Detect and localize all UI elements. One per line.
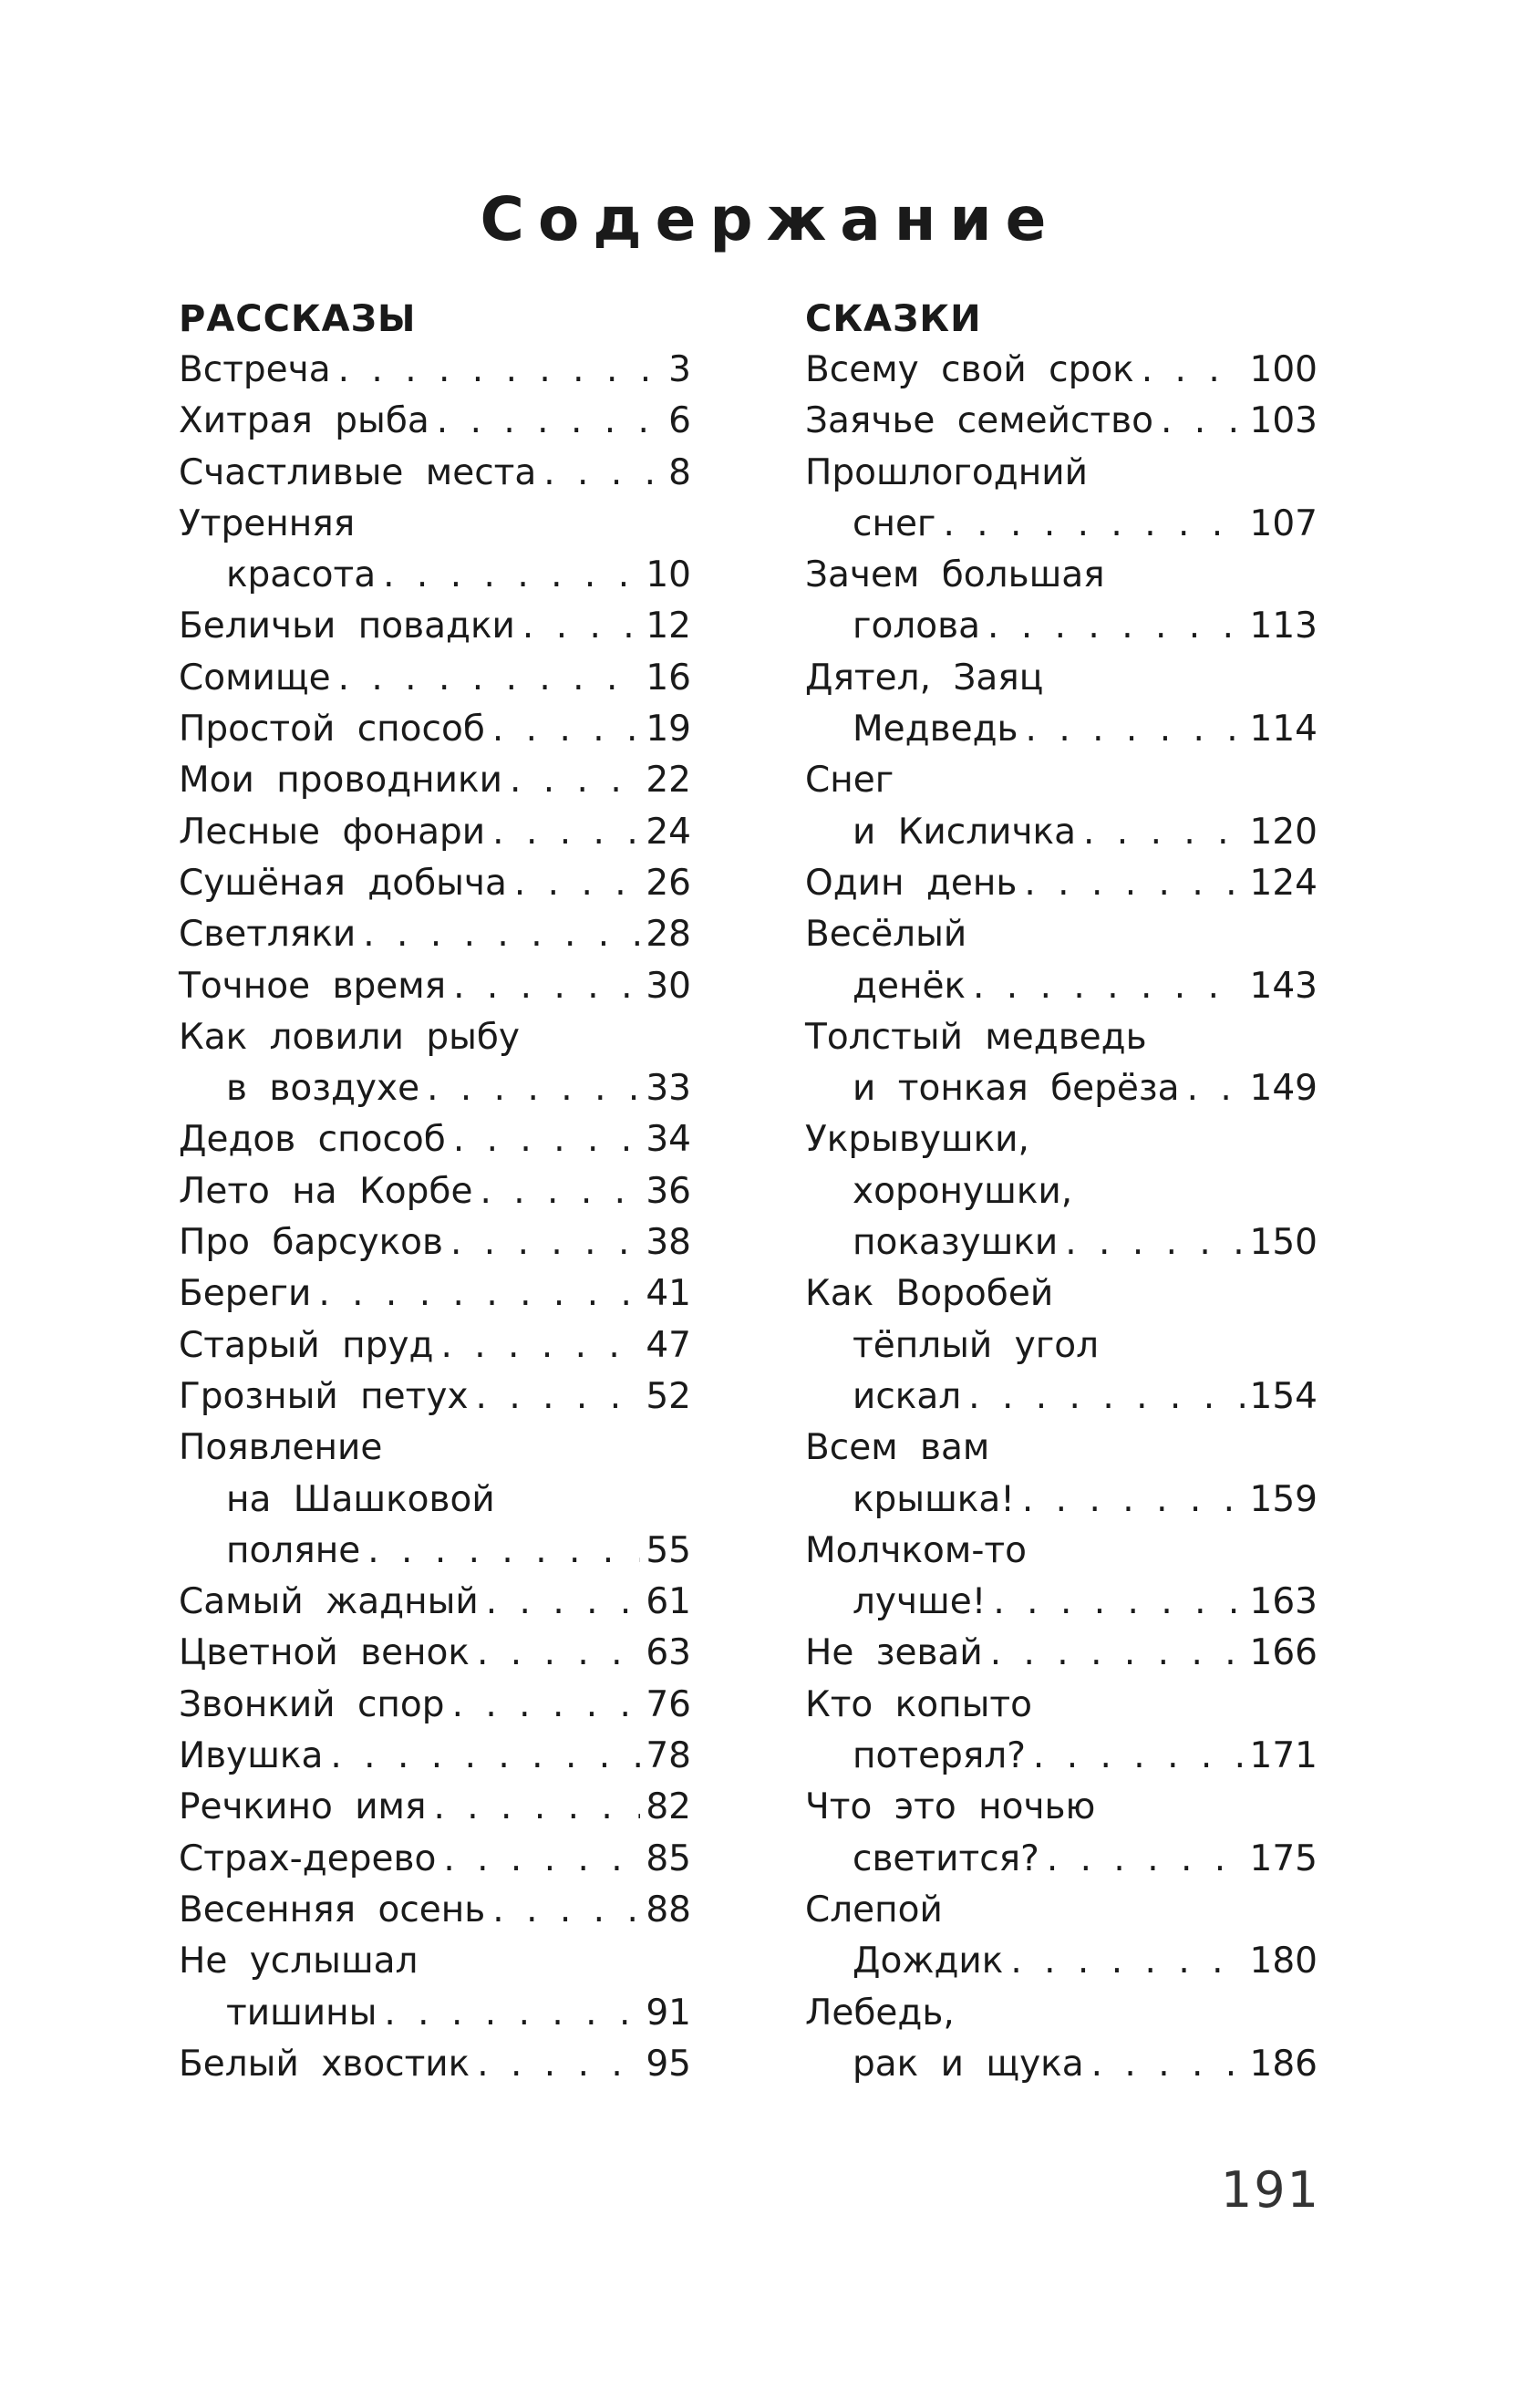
toc-entry-title: Речкино имя xyxy=(179,1786,427,1828)
toc-entry-title: снег xyxy=(853,502,936,544)
toc-entry-page: 47 xyxy=(646,1324,691,1366)
toc-entry-title: Лесные фонари xyxy=(179,811,486,853)
toc-entry-title: Заячье семейство xyxy=(805,400,1153,442)
toc-entry[interactable] xyxy=(179,1114,691,1165)
toc-entry-title: Зачем большая xyxy=(805,554,1105,596)
dot-leader xyxy=(1010,1936,1244,1987)
toc-entry-page: 55 xyxy=(646,1529,691,1571)
toc-entry-line xyxy=(805,1936,1318,1987)
toc-entry-line xyxy=(179,550,691,601)
toc-entry-title: Счастливые места xyxy=(179,451,537,493)
dot-leader xyxy=(443,1834,640,1885)
toc-entry-page: 8 xyxy=(668,451,691,493)
toc-entry-line xyxy=(805,601,1318,652)
page-title: Содержание xyxy=(480,184,1060,254)
toc-entry-line xyxy=(805,345,1318,396)
toc-entry-title: Звонкий спор xyxy=(179,1683,445,1725)
toc-entry-page: 149 xyxy=(1249,1068,1318,1110)
toc-entry-page: 24 xyxy=(646,811,691,853)
dot-leader xyxy=(318,1268,640,1320)
dot-leader xyxy=(486,1577,641,1628)
toc-entry-line xyxy=(805,807,1318,858)
toc-entry-line xyxy=(805,2039,1318,2090)
dot-leader xyxy=(383,550,640,601)
toc-entry-title: Страх-дерево xyxy=(179,1837,437,1879)
toc-entry-line xyxy=(179,653,691,704)
toc-entry-line xyxy=(805,1885,1318,1936)
toc-entry-line xyxy=(805,858,1318,909)
toc-entry-line xyxy=(805,1268,1318,1320)
toc-entry[interactable] xyxy=(805,909,1318,1012)
toc-entry-title: Укрывушки, xyxy=(805,1119,1029,1161)
toc-entry-line xyxy=(179,1268,691,1320)
toc-entry-title: Кто копыто xyxy=(805,1683,1032,1725)
toc-entry-page: 180 xyxy=(1249,1941,1318,1982)
toc-entry[interactable] xyxy=(805,858,1318,909)
toc-entry-title: на Шашковой xyxy=(226,1478,495,1520)
toc-entry-line xyxy=(179,1834,691,1885)
toc-entry-title: Цветной венок xyxy=(179,1632,470,1674)
dot-leader xyxy=(450,1217,640,1268)
toc-entry-line xyxy=(179,345,691,396)
dot-leader xyxy=(437,396,663,447)
toc-entry-title: Не зевай xyxy=(805,1632,983,1674)
toc-entry-title: Дедов способ xyxy=(179,1119,446,1161)
toc-entry-title: Лебедь, xyxy=(805,1992,955,2034)
toc-entry[interactable] xyxy=(179,1268,691,1320)
toc-entry-title: Как ловили рыбу xyxy=(179,1016,521,1058)
toc-entry-title: Всему свой срок xyxy=(805,349,1134,390)
dot-leader xyxy=(987,601,1245,652)
toc-entry-line xyxy=(805,1012,1318,1063)
dot-leader xyxy=(968,1371,1244,1423)
toc-entry[interactable] xyxy=(179,961,691,1012)
toc-entry-line xyxy=(805,1475,1318,1526)
toc-entry-line xyxy=(805,1166,1318,1217)
dot-leader xyxy=(543,448,663,499)
toc-entry-line xyxy=(805,961,1318,1012)
dot-leader xyxy=(522,601,640,652)
toc-entry[interactable] xyxy=(805,1885,1318,1988)
toc-entry-page: 19 xyxy=(646,709,691,750)
toc-entry-line xyxy=(179,1217,691,1268)
toc-entry-line xyxy=(805,1834,1318,1885)
toc-entry-title: тёплый угол xyxy=(853,1324,1100,1366)
toc-entry[interactable] xyxy=(179,909,691,960)
dot-leader xyxy=(1091,2039,1245,2090)
toc-entry-title: Белый хвостик xyxy=(179,2043,470,2085)
toc-entry[interactable] xyxy=(805,345,1318,396)
toc-entry-title: поляне xyxy=(226,1529,361,1571)
toc-entry[interactable] xyxy=(805,448,1318,551)
toc-entry-title: Мои проводники xyxy=(179,760,502,802)
toc-entry[interactable] xyxy=(805,1012,1318,1115)
dot-leader xyxy=(1033,1731,1245,1782)
toc-entry-page: 88 xyxy=(646,1889,691,1930)
toc-entry-title: Прошлогодний xyxy=(805,451,1088,493)
toc-entry-page: 163 xyxy=(1249,1581,1318,1623)
toc-entry-page: 3 xyxy=(668,349,691,390)
toc-entry-line xyxy=(805,1731,1318,1782)
toc-entry-line xyxy=(179,704,691,755)
toc-entry-line xyxy=(805,653,1318,704)
toc-entry-line xyxy=(179,1320,691,1371)
toc-entry-line xyxy=(805,704,1318,755)
toc-entry-title: Как Воробей xyxy=(805,1273,1054,1315)
toc-entry-page: 124 xyxy=(1249,862,1318,904)
toc-entry-title: искал xyxy=(853,1375,962,1417)
tales-heading: СКАЗКИ xyxy=(805,298,982,340)
toc-entry-line xyxy=(805,909,1318,960)
dot-leader xyxy=(453,961,640,1012)
toc-entry-title: Точное время xyxy=(179,965,447,1007)
toc-entry-line xyxy=(179,448,691,499)
toc-entry-title: потерял? xyxy=(853,1735,1026,1777)
dot-leader xyxy=(993,1577,1244,1628)
toc-entry-page: 186 xyxy=(1249,2043,1318,2085)
toc-entry[interactable] xyxy=(179,345,691,396)
toc-entry[interactable] xyxy=(805,1526,1318,1629)
toc-entry[interactable] xyxy=(179,1834,691,1885)
toc-entry-line xyxy=(179,1577,691,1628)
toc-entry-page: 10 xyxy=(646,554,691,596)
toc-entry-title: Беличьи повадки xyxy=(179,606,515,647)
toc-entry-title: Толстый медведь xyxy=(805,1016,1147,1058)
tales-column xyxy=(805,294,1318,2090)
toc-entry-page: 12 xyxy=(646,606,691,647)
toc-entry-line xyxy=(805,1988,1318,2039)
dot-leader xyxy=(943,499,1244,550)
toc-entry-page: 100 xyxy=(1249,349,1318,390)
dot-leader xyxy=(514,858,641,909)
toc-entry[interactable] xyxy=(179,1782,691,1833)
toc-entry-page: 33 xyxy=(646,1068,691,1110)
dot-leader xyxy=(367,1526,640,1577)
toc-entry-line xyxy=(179,1782,691,1833)
toc-entry-title: Старый пруд xyxy=(179,1324,434,1366)
toc-entry[interactable] xyxy=(805,1628,1318,1679)
toc-entry[interactable] xyxy=(179,1936,691,2039)
dot-leader xyxy=(1142,345,1245,396)
toc-entry-page: 26 xyxy=(646,862,691,904)
toc-entry-title: Грозный петух xyxy=(179,1375,469,1417)
toc-entry-title: Молчком-то xyxy=(805,1529,1027,1571)
toc-entry-title: показушки xyxy=(853,1222,1059,1264)
toc-entry-line xyxy=(179,1628,691,1679)
dot-leader xyxy=(427,1063,640,1114)
toc-entry-page: 150 xyxy=(1249,1222,1318,1264)
toc-entry[interactable] xyxy=(805,1680,1318,1783)
toc-entry[interactable] xyxy=(179,807,691,858)
toc-entry-title: рак и щука xyxy=(853,2043,1084,2085)
toc-entry-title: Утренняя xyxy=(179,502,356,544)
toc-entry[interactable] xyxy=(179,499,691,602)
toc-entry-page: 113 xyxy=(1249,606,1318,647)
dot-leader xyxy=(492,807,640,858)
toc-entry[interactable] xyxy=(805,396,1318,447)
toc-entry[interactable] xyxy=(179,1217,691,1268)
toc-entry[interactable] xyxy=(179,396,691,447)
toc-entry-page: 61 xyxy=(646,1581,691,1623)
dot-leader xyxy=(452,1680,641,1731)
toc-entry-title: Снег xyxy=(805,760,894,802)
toc-entry-line xyxy=(805,550,1318,601)
toc-entry-line xyxy=(805,1217,1318,1268)
toc-entry-line xyxy=(805,1526,1318,1577)
toc-entry-title: хоронушки, xyxy=(853,1170,1073,1212)
toc-entry-line xyxy=(179,1475,691,1526)
toc-entry[interactable] xyxy=(805,1268,1318,1423)
dot-leader xyxy=(1024,858,1244,909)
toc-entry-line xyxy=(179,755,691,806)
toc-entry-line xyxy=(805,1680,1318,1731)
toc-entry-title: Ивушка xyxy=(179,1735,324,1777)
toc-entry-line xyxy=(179,2039,691,2090)
toc-entry-page: 95 xyxy=(646,2043,691,2085)
toc-entry-title: Сомище xyxy=(179,657,331,699)
dot-leader xyxy=(330,1731,640,1782)
toc-entry-line xyxy=(179,1114,691,1165)
toc-entry-line xyxy=(179,396,691,447)
toc-entry-page: 6 xyxy=(668,400,691,442)
toc-entry-title: Появление xyxy=(179,1427,383,1469)
toc-entry-line xyxy=(179,858,691,909)
toc-entry-page: 76 xyxy=(646,1683,691,1725)
toc-entry-line xyxy=(179,1936,691,1987)
dot-leader xyxy=(1026,704,1245,755)
toc-entry-title: Не услышал xyxy=(179,1941,419,1982)
toc-entry-page: 91 xyxy=(646,1992,691,2034)
toc-entry-page: 38 xyxy=(646,1222,691,1264)
toc-entry-title: Дождик xyxy=(853,1941,1004,1982)
toc-entry[interactable] xyxy=(805,550,1318,653)
toc-entry-line xyxy=(805,1423,1318,1474)
toc-entry-title: Дятел, Заяц xyxy=(805,657,1044,699)
toc-entry-page: 63 xyxy=(646,1632,691,1674)
dot-leader xyxy=(1022,1475,1245,1526)
toc-entry-title: Лето на Корбе xyxy=(179,1170,473,1212)
dot-leader xyxy=(440,1320,640,1371)
dot-leader xyxy=(384,1988,640,2039)
toc-entry[interactable] xyxy=(805,1114,1318,1268)
toc-entry[interactable] xyxy=(179,755,691,806)
toc-entry[interactable] xyxy=(179,448,691,499)
toc-entry-line xyxy=(179,1526,691,1577)
toc-entry-page: 28 xyxy=(646,914,691,956)
toc-entry-page: 30 xyxy=(646,965,691,1007)
toc-entry-page: 159 xyxy=(1249,1478,1318,1520)
toc-entry-line xyxy=(805,1320,1318,1371)
toc-entry-line xyxy=(179,1063,691,1114)
toc-entry[interactable] xyxy=(179,1680,691,1731)
toc-entry[interactable] xyxy=(805,1988,1318,2091)
toc-entry-page: 78 xyxy=(646,1735,691,1777)
toc-entry-page: 171 xyxy=(1249,1735,1318,1777)
toc-entry-title: Весёлый xyxy=(805,914,967,956)
toc-entry[interactable] xyxy=(179,1423,691,1577)
toc-entry-title: Береги xyxy=(179,1273,312,1315)
toc-entry[interactable] xyxy=(179,1885,691,1936)
toc-entry[interactable] xyxy=(179,653,691,704)
toc-entry-line xyxy=(805,755,1318,806)
dot-leader xyxy=(1161,396,1245,447)
page-number: 191 xyxy=(1220,2161,1320,2219)
toc-entry-line xyxy=(805,396,1318,447)
dot-leader xyxy=(492,704,640,755)
toc-entry-line xyxy=(805,1782,1318,1833)
toc-entry-title: крышка! xyxy=(853,1478,1015,1520)
toc-entry[interactable] xyxy=(179,1731,691,1782)
stories-heading: РАССКАЗЫ xyxy=(179,298,417,340)
toc-entry-line xyxy=(179,807,691,858)
toc-entry-title: Слепой xyxy=(805,1889,943,1930)
toc-entry[interactable] xyxy=(179,704,691,755)
toc-entry[interactable] xyxy=(179,858,691,909)
dot-leader xyxy=(492,1885,640,1936)
toc-entry-page: 16 xyxy=(646,657,691,699)
toc-entry-page: 154 xyxy=(1249,1375,1318,1417)
dot-leader xyxy=(433,1782,640,1833)
toc-entry-page: 34 xyxy=(646,1119,691,1161)
toc-entry-line xyxy=(805,1371,1318,1423)
toc-entry-title: в воздухе xyxy=(226,1068,420,1110)
toc-entry-title: красота xyxy=(226,554,377,596)
toc-entry-title: Простой способ xyxy=(179,709,485,750)
dot-leader xyxy=(1047,1834,1245,1885)
toc-entry-page: 85 xyxy=(646,1837,691,1879)
toc-entry-title: Светляки xyxy=(179,914,357,956)
toc-entry-line xyxy=(179,909,691,960)
dot-leader xyxy=(338,345,664,396)
toc-entry[interactable] xyxy=(179,1577,691,1628)
toc-entry[interactable] xyxy=(805,653,1318,756)
toc-entry[interactable] xyxy=(179,1166,691,1217)
toc-entry-page: 107 xyxy=(1249,502,1318,544)
dot-leader xyxy=(1187,1063,1245,1114)
toc-entry[interactable] xyxy=(179,601,691,652)
toc-entry-line xyxy=(179,1885,691,1936)
toc-entry[interactable] xyxy=(179,1628,691,1679)
toc-entry-line xyxy=(179,1988,691,2039)
toc-entry-title: Встреча xyxy=(179,349,331,390)
toc-entry-page: 103 xyxy=(1249,400,1318,442)
dot-leader xyxy=(453,1114,641,1165)
toc-entry-page: 166 xyxy=(1249,1632,1318,1674)
toc-entry-line xyxy=(805,1577,1318,1628)
toc-entry-line xyxy=(179,601,691,652)
dot-leader xyxy=(480,1166,640,1217)
toc-entry[interactable] xyxy=(179,2039,691,2090)
toc-entry-title: Самый жадный xyxy=(179,1581,479,1623)
dot-leader xyxy=(477,1628,640,1679)
dot-leader xyxy=(338,653,641,704)
toc-entry-title: Хитрая рыба xyxy=(179,400,429,442)
dot-leader xyxy=(476,1371,641,1423)
stories-column xyxy=(179,294,691,2090)
toc-entry[interactable] xyxy=(179,1320,691,1371)
toc-entry-title: голова xyxy=(853,606,981,647)
dot-leader xyxy=(510,755,640,806)
dot-leader xyxy=(1083,807,1245,858)
toc-entry-line xyxy=(179,1731,691,1782)
toc-entry[interactable] xyxy=(805,1782,1318,1885)
toc-entry-title: Весенняя осень xyxy=(179,1889,486,1930)
toc-entry-page: 36 xyxy=(646,1170,691,1212)
toc-entry-page: 143 xyxy=(1249,965,1318,1007)
toc-entry-title: денёк xyxy=(853,965,966,1007)
toc-entry-title: и тонкая берёза xyxy=(853,1068,1180,1110)
toc-entry-page: 120 xyxy=(1249,811,1318,853)
toc-entry-line xyxy=(179,961,691,1012)
toc-entry[interactable] xyxy=(179,1012,691,1115)
dot-leader xyxy=(477,2039,640,2090)
toc-entry-title: Сушёная добыча xyxy=(179,862,507,904)
toc-entry-line xyxy=(179,1012,691,1063)
toc-entry-page: 41 xyxy=(646,1273,691,1315)
toc-entry-page: 114 xyxy=(1249,709,1318,750)
toc-entry[interactable] xyxy=(805,755,1318,858)
toc-entry-page: 22 xyxy=(646,760,691,802)
toc-entry-line xyxy=(179,1680,691,1731)
toc-entry-page: 175 xyxy=(1249,1837,1318,1879)
dot-leader xyxy=(973,961,1245,1012)
toc-entry-line xyxy=(805,1114,1318,1165)
toc-entry-line xyxy=(805,499,1318,550)
toc-entry[interactable] xyxy=(179,1371,691,1423)
tales-list xyxy=(805,345,1318,2090)
toc-entry-title: Про барсуков xyxy=(179,1222,443,1264)
toc-entry-title: Медведь xyxy=(853,709,1018,750)
toc-entry-title: лучше! xyxy=(853,1581,987,1623)
toc-entry[interactable] xyxy=(805,1423,1318,1526)
toc-entry-line xyxy=(805,1063,1318,1114)
toc-entry-line xyxy=(179,1423,691,1474)
toc-entry-title: Что это ночью xyxy=(805,1786,1096,1828)
dot-leader xyxy=(990,1628,1245,1679)
toc-entry-title: светится? xyxy=(853,1837,1039,1879)
toc-entry-title: и Кисличка xyxy=(853,811,1076,853)
toc-entry-title: Всем вам xyxy=(805,1427,990,1469)
toc-entry-title: Один день xyxy=(805,862,1018,904)
toc-entry-line xyxy=(179,1166,691,1217)
toc-entry-line xyxy=(805,448,1318,499)
toc-entry-page: 52 xyxy=(646,1375,691,1417)
toc-entry-line xyxy=(805,1628,1318,1679)
toc-entry-page: 82 xyxy=(646,1786,691,1828)
dot-leader xyxy=(363,909,640,960)
toc-entry-line xyxy=(179,499,691,550)
toc-entry-line xyxy=(179,1371,691,1423)
stories-list xyxy=(179,345,691,2090)
dot-leader xyxy=(1065,1217,1244,1268)
toc-entry-title: тишины xyxy=(226,1992,377,2034)
